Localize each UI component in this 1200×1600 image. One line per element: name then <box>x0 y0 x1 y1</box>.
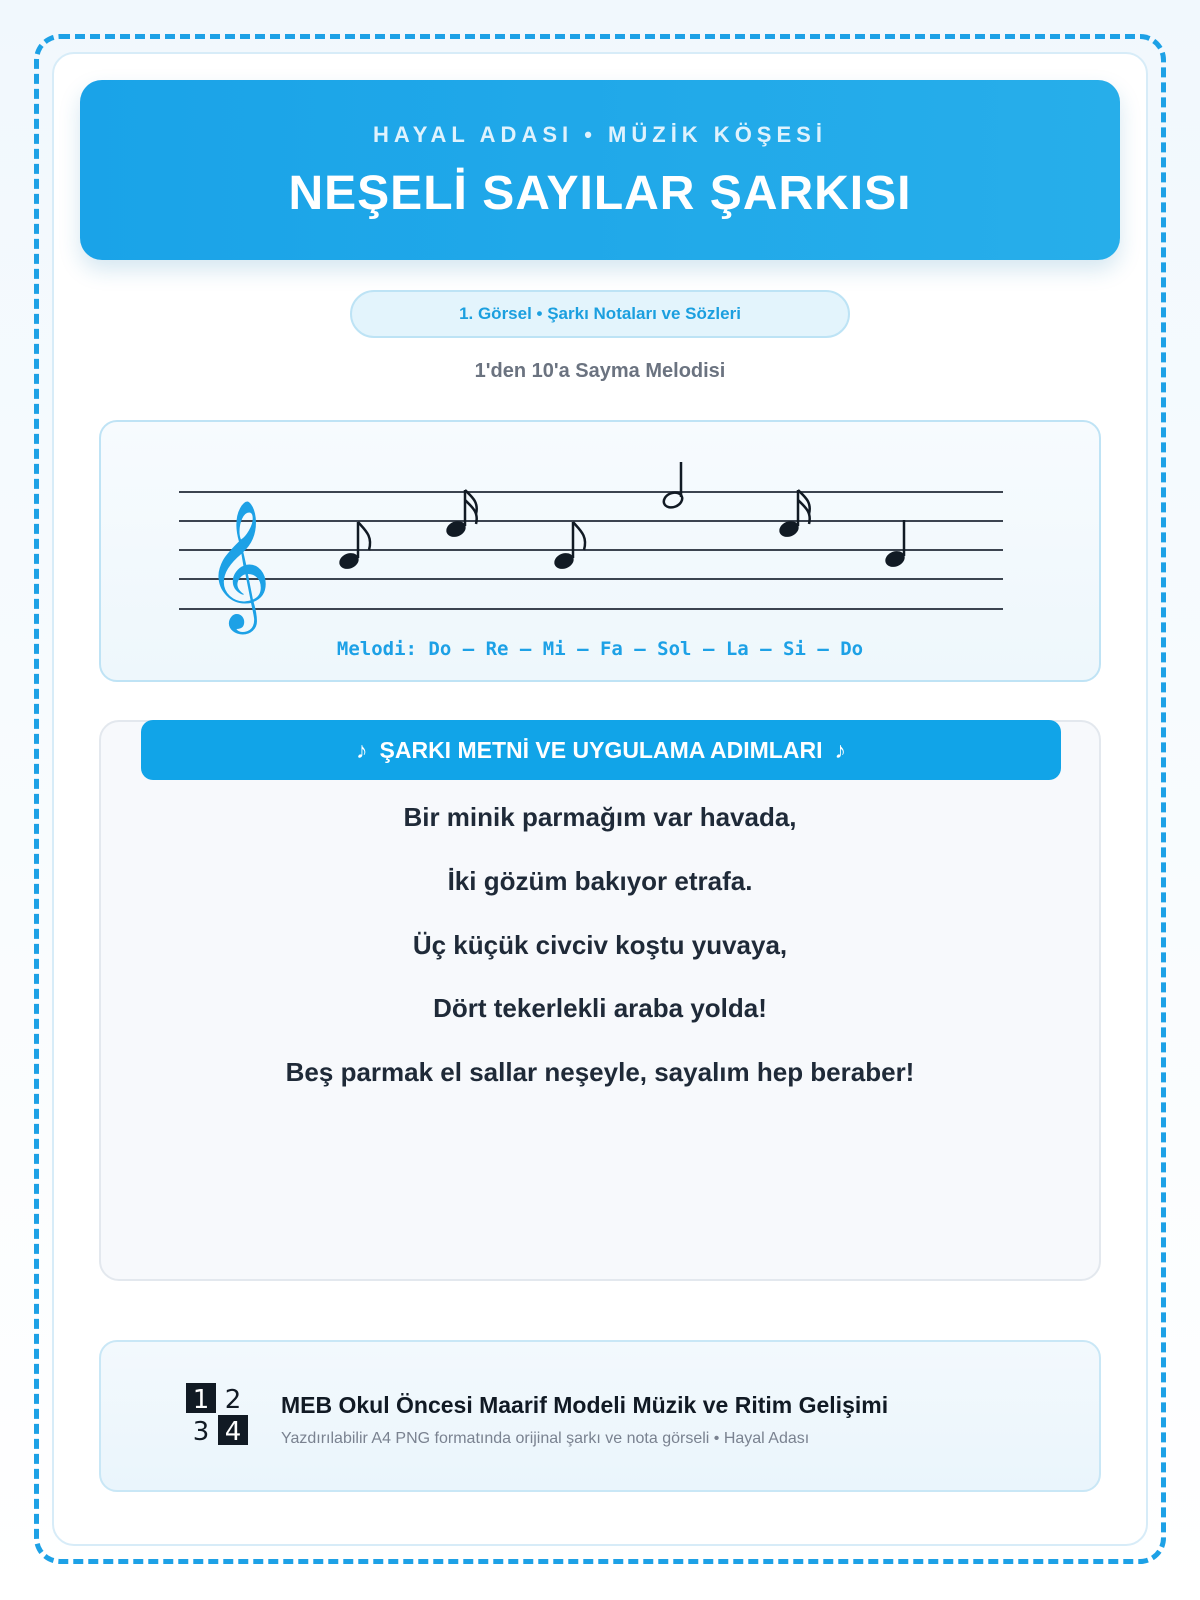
svg-text:4: 4 <box>224 1417 242 1446</box>
half-note-icon <box>662 462 685 510</box>
svg-text:2: 2 <box>224 1385 242 1415</box>
quarter-note-icon <box>883 520 907 570</box>
svg-text:1: 1 <box>192 1385 210 1415</box>
section-pill: 1. Görsel • Şarkı Notaları ve Sözleri <box>350 290 850 338</box>
svg-text:3: 3 <box>192 1417 210 1446</box>
lyrics-banner-label: ŞARKI METNİ VE UYGULAMA ADIMLARI <box>379 736 823 763</box>
lyrics-panel <box>99 720 1101 1281</box>
music-note-icon: ♪ <box>834 736 846 763</box>
sixteenth-note-icon <box>777 490 810 540</box>
header-banner <box>80 80 1120 260</box>
staff-lines <box>179 492 1003 609</box>
footer-panel <box>99 1340 1101 1492</box>
lyric-line: İki gözüm bakıyor etrafa. <box>447 866 753 896</box>
eighth-note-icon <box>552 522 585 572</box>
eighth-note-icon <box>337 522 370 572</box>
lyric-line: Dört tekerlekli araba yolda! <box>433 993 767 1023</box>
header-kicker: HAYAL ADASI • MÜZİK KÖŞESİ <box>373 122 827 147</box>
melody-text: Melodi: Do – Re – Mi – Fa – Sol – La – Si – Do <box>336 638 864 660</box>
input-numbers-icon <box>185 1382 249 1446</box>
section-subtitle: 1'den 10'a Sayma Melodisi <box>474 360 726 382</box>
footer-title: MEB Okul Öncesi Maarif Modeli Müzik ve Ritim Gelişimi <box>281 1392 889 1418</box>
music-note-icon: ♪ <box>356 736 368 763</box>
music-staff-panel <box>99 420 1101 682</box>
lyric-line: Beş parmak el sallar neşeyle, sayalım hep beraber! <box>285 1057 915 1087</box>
treble-clef-icon: 𝄞 <box>205 499 272 629</box>
lyrics-banner <box>141 720 1061 780</box>
page-title: NEŞELİ SAYILAR ŞARKISI <box>288 167 912 220</box>
lyric-line: Üç küçük civciv koştu yuvaya, <box>412 930 788 960</box>
lyric-line: Bir minik parmağım var havada, <box>403 802 797 832</box>
sixteenth-note-icon <box>444 490 477 540</box>
footer-subtitle: Yazdırılabilir A4 PNG formatında orijinal şarkı ve nota görseli • Hayal Adası <box>281 1430 810 1447</box>
